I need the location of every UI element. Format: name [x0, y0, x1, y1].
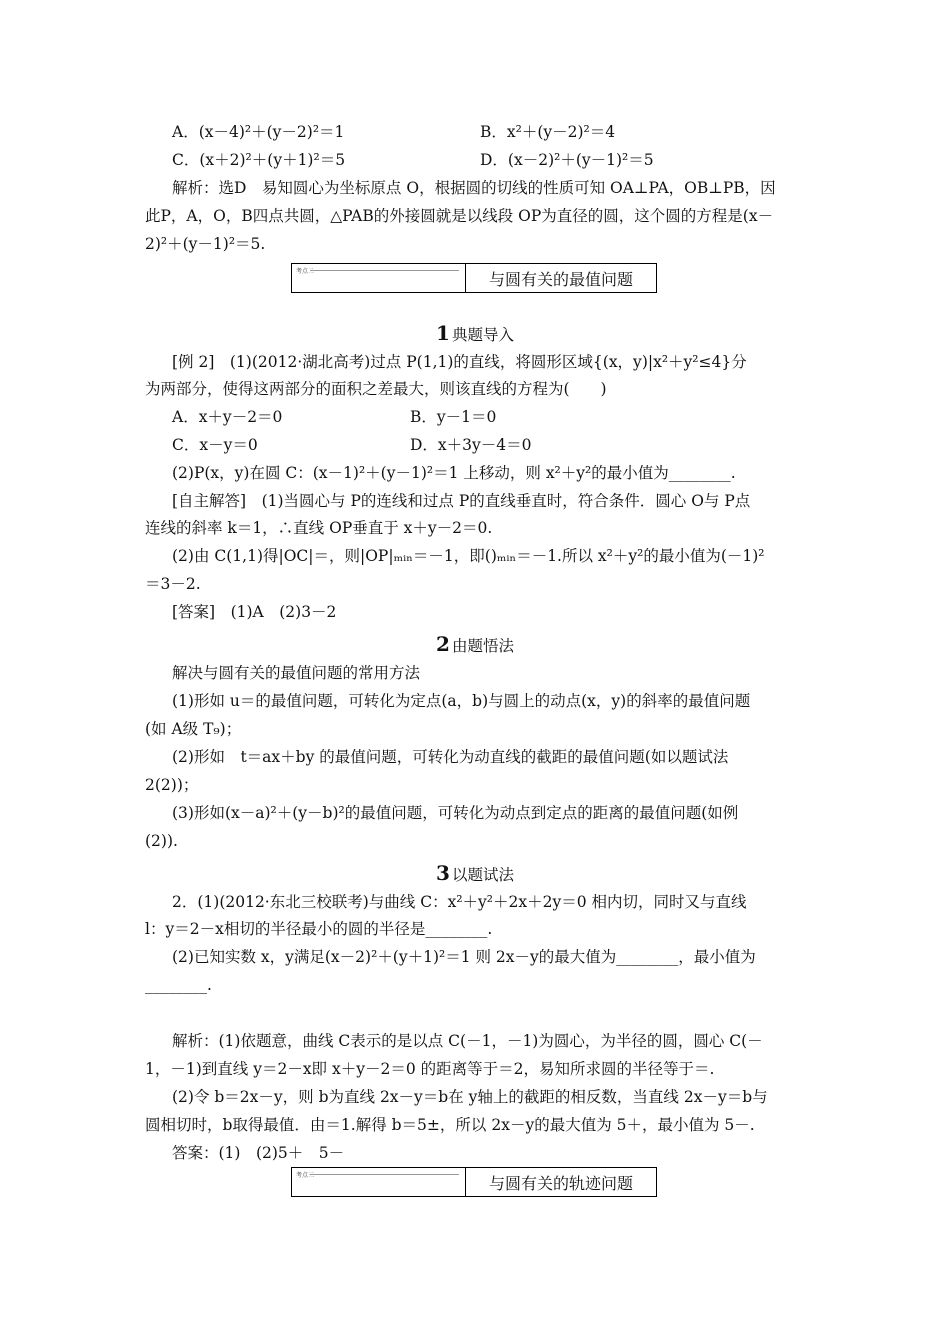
- method-line-6: (3)形如(x－a)²＋(y－b)²的最值问题，可转化为动点到定点的距离的最值问题(如例: [172, 804, 739, 822]
- q1-option-b: B．x²＋(y－2)²＝4: [480, 123, 616, 141]
- section-label: 典题导入: [451, 326, 514, 344]
- section-heading-2: [0, 633, 950, 657]
- method-line-7: (2)).: [145, 832, 178, 850]
- example2-part-2: (2)P(x，y)在圆 C：(x－1)²＋(y－1)²＝1 上移动，则 x²＋y²的最小值为________.: [172, 464, 736, 482]
- topic-box-rule: [310, 1174, 459, 1175]
- q2-solution-line-2: 1，－1)到直线 y＝2－x即 x＋y－2＝0 的距离等于＝2，易知所求圆的半径等于＝.: [145, 1060, 715, 1078]
- q2-solution-line-4: 圆相切时，b取得最值．由＝1.解得 b＝5±，所以 2x－y的最大值为 5＋，最小值为 5－.: [145, 1116, 755, 1134]
- topic-box-left-cell: [292, 264, 466, 292]
- example2-option-a: A．x＋y－2＝0: [172, 408, 283, 426]
- q2-line-3: (2)已知实数 x，y满足(x－2)²＋(y＋1)²＝1 则 2x－y的最大值为________，最小值为: [172, 948, 756, 966]
- q2-line-1: 2．(1)(2012·东北三校联考)与曲线 C：x²＋y²＋2x＋2y＝0 相内切，同时又与直线: [172, 893, 747, 911]
- topic-box-max-min: [291, 263, 657, 293]
- topic-box-title: 与圆有关的轨迹问题: [488, 1173, 633, 1193]
- method-line-3: (如 A级 T₉)；: [145, 720, 242, 738]
- topic-box-rule: [310, 270, 459, 271]
- section-label: 以题试法: [451, 866, 514, 884]
- q2-solution-line-1: 解析：(1)依题意，曲线 C表示的是以点 C(－1，－1)为圆心，为半径的圆，圆心 C(－: [172, 1032, 763, 1050]
- q1-solution-line-1: 解析：选D 易知圆心为坐标原点 O，根据圆的切线的性质可知 OA⊥PA，OB⊥PB，因: [172, 179, 776, 197]
- topic-box-title: 与圆有关的最值问题: [488, 269, 633, 289]
- q2-solution-line-3: (2)令 b＝2x－y，则 b为直线 2x－y＝b在 y轴上的截距的相反数，当直线 2x－y＝b与: [172, 1088, 768, 1106]
- example2-line-2: 为两部分，使得这两部分的面积之差最大，则该直线的方程为( ): [145, 380, 607, 398]
- example2-answer-line-3: (2)由 C(1,1)得|OC|＝，则|OP|ₘᵢₙ＝－1，即()ₘᵢₙ＝－1.所以 x²＋y²的最小值为(－1)²: [172, 547, 765, 565]
- example2-answer-line-1: [自主解答] (1)当圆心与 P的连线和过点 P的直线垂直时，符合条件．圆心 O与 P点: [172, 492, 751, 510]
- example2-option-c: C．x－y＝0: [172, 436, 258, 454]
- example2-final-answer: [答案] (1)A (2)3－2: [172, 603, 337, 621]
- example2-option-b: B．y－1＝0: [410, 408, 497, 426]
- method-line-5: 2(2))；: [145, 776, 199, 794]
- section-number: 1: [436, 321, 450, 345]
- topic-box-tag: 考点二: [296, 268, 315, 275]
- q1-solution-line-2: 此P，A，O，B四点共圆，△PAB的外接圆就是以线段 OP为直径的圆，这个圆的方程是(x－: [145, 207, 774, 225]
- section-number: 3: [436, 861, 450, 885]
- example2-line-1: [例 2] (1)(2012·湖北高考)过点 P(1,1)的直线，将圆形区域{(x，y)|x²＋y²≤4}分: [172, 353, 747, 371]
- example2-option-d: D．x＋3y－4＝0: [410, 436, 532, 454]
- method-line-4: (2)形如 t＝ax＋by 的最值问题，可转化为动直线的截距的最值问题(如以题试法: [172, 748, 729, 766]
- section-heading-1: [0, 322, 950, 346]
- section-number: 2: [436, 632, 450, 656]
- q1-option-c: C．(x＋2)²＋(y＋1)²＝5: [172, 151, 346, 169]
- example2-answer-line-2: 连线的斜率 k＝1，∴直线 OP垂直于 x＋y－2＝0.: [145, 519, 493, 537]
- section-heading-3: [0, 862, 950, 886]
- topic-box-tag: 考点三: [296, 1172, 315, 1179]
- q2-line-2: l：y＝2－x相切的半径最小的圆的半径是________.: [145, 920, 493, 938]
- method-line-2: (1)形如 u＝的最值问题，可转化为定点(a，b)与圆上的动点(x，y)的斜率的最值问题: [172, 692, 751, 710]
- section-label: 由题悟法: [451, 637, 514, 655]
- example2-answer-line-4: ＝3－2.: [145, 575, 201, 593]
- q1-option-d: D．(x－2)²＋(y－1)²＝5: [480, 151, 654, 169]
- q2-answer: 答案：(1) (2)5＋ 5－: [172, 1144, 345, 1162]
- method-line-1: 解决与圆有关的最值问题的常用方法: [172, 664, 421, 682]
- q2-line-4: ________.: [145, 976, 212, 994]
- q1-option-a: A．(x－4)²＋(y－2)²＝1: [172, 123, 345, 141]
- topic-box-left-cell: [292, 1168, 466, 1196]
- topic-box-locus: [291, 1167, 657, 1197]
- q1-solution-line-3: 2)²＋(y－1)²＝5.: [145, 235, 266, 253]
